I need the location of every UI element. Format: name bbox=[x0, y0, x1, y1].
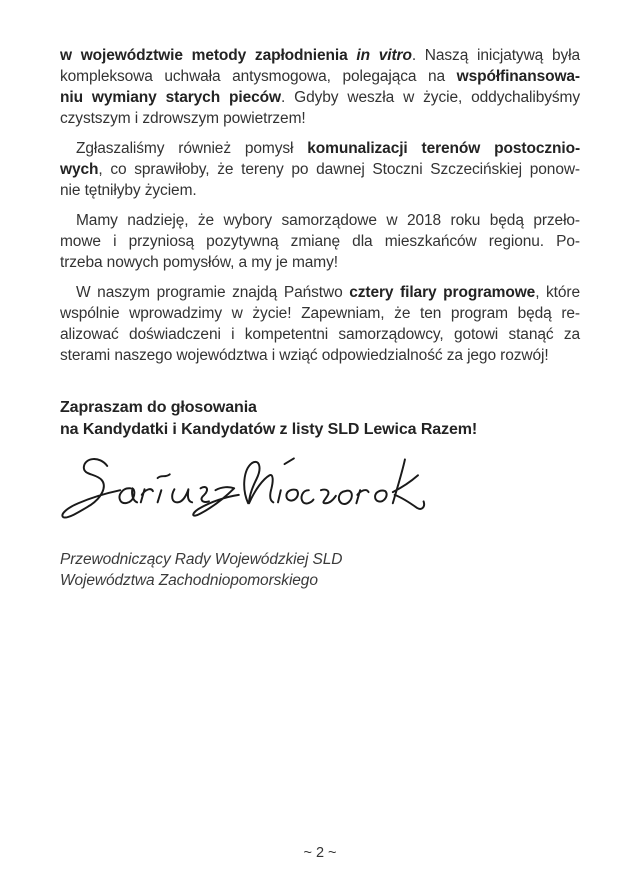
signatory-title bbox=[60, 549, 580, 591]
closing-line: Zapraszam do głosowania bbox=[60, 399, 257, 416]
text-segment: mowe i przyniosą pozytywną zmianę dla mieszkańców regionu. Po- bbox=[60, 233, 580, 250]
text-segment: wych bbox=[60, 161, 99, 178]
text-line bbox=[60, 324, 580, 345]
text-line bbox=[60, 210, 580, 231]
text-line bbox=[60, 108, 580, 129]
text-segment: in vitro bbox=[356, 47, 412, 64]
text-segment: niu wymiany starych pieców bbox=[60, 89, 281, 106]
text-segment: nie tętniłyby życiem. bbox=[60, 182, 197, 199]
signatory-title-line: Przewodniczący Rady Wojewódzkiej SLD bbox=[60, 551, 343, 568]
text-segment: Zgłaszaliśmy również pomysł bbox=[76, 140, 308, 157]
text-segment: sterami naszego województwa i wziąć odpowiedzialność za jego rozwój! bbox=[60, 347, 549, 364]
text-segment: Mamy nadzieję, że wybory samorządowe w 2018 roku będą przeło- bbox=[76, 212, 580, 229]
text-segment: czystszym i zdrowszym powietrzem! bbox=[60, 110, 306, 127]
text-segment: kompleksowa uchwała antysmogowa, polegająca na bbox=[60, 68, 457, 85]
text-segment: , co sprawiłoby, że tereny po dawnej Stoczni Szczecińskiej ponow- bbox=[98, 161, 580, 178]
text-line bbox=[60, 87, 580, 108]
paragraph bbox=[60, 45, 580, 129]
text-line bbox=[60, 345, 580, 366]
text-line bbox=[60, 45, 580, 66]
text-line bbox=[60, 159, 580, 180]
text-segment: współfinansowa- bbox=[456, 68, 580, 85]
text-segment: w województwie metody zapłodnienia bbox=[60, 47, 357, 64]
page-number: ~ 2 ~ bbox=[303, 845, 337, 861]
text-segment: komunalizacji terenów postocznio- bbox=[307, 140, 581, 157]
body-paragraphs bbox=[60, 45, 580, 366]
text-segment: W naszym programie znajdą Państwo bbox=[76, 284, 350, 301]
text-segment: alizować doświadczeni i kompetentni samorządowcy, gotowi stanąć za bbox=[60, 326, 580, 343]
paragraph bbox=[60, 138, 580, 201]
text-segment: trzeba nowych pomysłów, a my je mamy! bbox=[60, 254, 338, 271]
text-line bbox=[60, 66, 580, 87]
text-segment: , które bbox=[535, 284, 580, 301]
text-line bbox=[60, 303, 580, 324]
text-segment: . Naszą inicjatywą była bbox=[411, 47, 580, 64]
text-line bbox=[60, 231, 580, 252]
closing-line: na Kandydatki i Kandydatów z listy SLD Lewica Razem! bbox=[60, 421, 478, 438]
text-line bbox=[60, 252, 580, 273]
text-line bbox=[60, 138, 580, 159]
closing-block bbox=[60, 397, 580, 441]
text-segment: . Gdyby weszła w życie, oddychalibyśmy bbox=[280, 89, 580, 106]
signature-image bbox=[45, 451, 455, 549]
text-line bbox=[60, 282, 580, 303]
paragraph bbox=[60, 210, 580, 273]
signature-svg bbox=[45, 451, 455, 549]
text-segment: wspólnie wprowadzimy w życie! Zapewniam, że ten program będą re- bbox=[60, 305, 580, 322]
text-segment: cztery filary programowe bbox=[349, 284, 536, 301]
paragraph bbox=[60, 282, 580, 366]
signatory-title-line: Województwa Zachodniopomorskiego bbox=[60, 572, 318, 589]
text-line bbox=[60, 180, 580, 201]
